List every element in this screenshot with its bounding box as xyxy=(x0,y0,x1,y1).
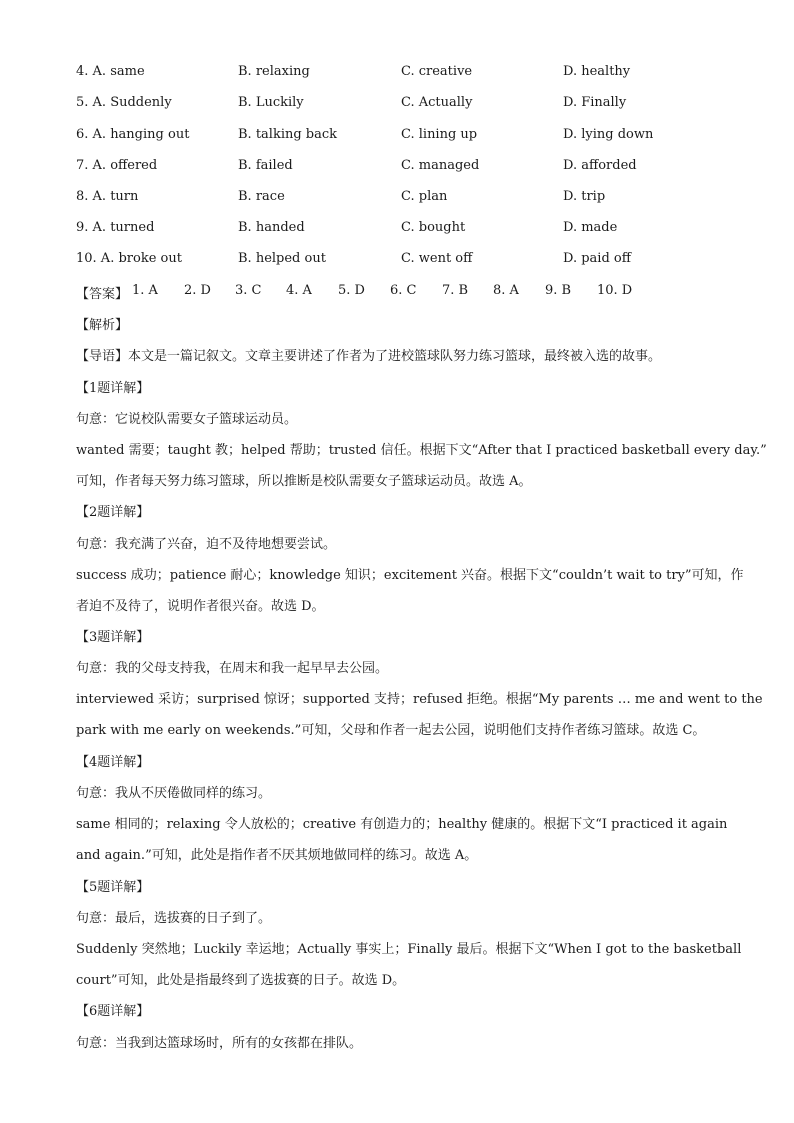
option-row xyxy=(0,127,794,147)
section-heading: 【2题详解】 xyxy=(76,505,150,520)
text-line: 句意：最后，选拔赛的日子到了。 xyxy=(76,911,272,926)
answer-item: 4. A xyxy=(286,283,312,298)
text-line: 【导语】本文是一篇记叙文。文章主要讲述了作者为了进校篮球队努力练习篮球，最终被入选的故事。 xyxy=(76,349,662,364)
option-d: D. healthy xyxy=(563,64,631,79)
text-line: 可知，作者每天努力练习篮球，所以推断是校队需要女子篮球运动员。故选 A。 xyxy=(76,474,532,489)
answer-item: 7. B xyxy=(442,283,469,298)
option-c: C. Actually xyxy=(401,95,473,110)
option-row xyxy=(0,64,794,84)
answer-item: 1. A xyxy=(132,283,158,298)
option-a: 8. A. turn xyxy=(76,189,139,204)
text-line: Suddenly 突然地；Luckily 幸运地；Actually 事实上；Finally 最后。根据下文“When I got to the basketball xyxy=(76,942,742,957)
option-d: D. afforded xyxy=(563,158,637,173)
option-a: 4. A. same xyxy=(76,64,145,79)
option-a: 6. A. hanging out xyxy=(76,127,190,142)
option-d: D. Finally xyxy=(563,95,627,110)
answer-key xyxy=(76,283,128,302)
answer-item: 2. D xyxy=(184,283,211,298)
answer-item: 9. B xyxy=(545,283,572,298)
section-heading: 【3题详解】 xyxy=(76,630,150,645)
option-row xyxy=(0,220,794,240)
text-line: park with me early on weekends.”可知，父母和作者一起去公园，说明他们支持作者练习篮球。故选 C。 xyxy=(76,723,706,738)
option-d: D. lying down xyxy=(563,127,654,142)
option-a: 5. A. Suddenly xyxy=(76,95,172,110)
option-b: B. failed xyxy=(238,158,293,173)
option-d: D. trip xyxy=(563,189,606,204)
option-c: C. bought xyxy=(401,220,466,235)
option-a: 10. A. broke out xyxy=(76,251,182,266)
text-line: court”可知，此处是指最终到了选拔赛的日子。故选 D。 xyxy=(76,973,406,988)
option-c: C. lining up xyxy=(401,127,478,142)
answer-item: 5. D xyxy=(338,283,365,298)
section-heading: 【5题详解】 xyxy=(76,880,150,895)
text-line: same 相同的；relaxing 令人放松的；creative 有创造力的；healthy 健康的。根据下文“I practiced it again xyxy=(76,817,728,832)
option-b: B. handed xyxy=(238,220,305,235)
option-b: B. relaxing xyxy=(238,64,310,79)
option-row xyxy=(0,251,794,271)
text-line: 句意：我的父母支持我，在周末和我一起早早去公园。 xyxy=(76,661,389,676)
option-c: C. went off xyxy=(401,251,473,266)
option-b: B. Luckily xyxy=(238,95,304,110)
text-line: wanted 需要；taught 教；helped 帮助；trusted 信任。根据下文“After that I practiced basketball every day.” xyxy=(76,443,767,458)
option-a: 9. A. turned xyxy=(76,220,155,235)
section-heading: 【6题详解】 xyxy=(76,1004,150,1019)
text-line: 句意：它说校队需要女子篮球运动员。 xyxy=(76,412,298,427)
option-c: C. plan xyxy=(401,189,448,204)
text-line: 句意：当我到达篮球场时，所有的女孩都在排队。 xyxy=(76,1036,363,1051)
section-heading: 【1题详解】 xyxy=(76,381,150,396)
analysis-heading: 【解析】 xyxy=(76,318,129,333)
text-line: interviewed 采访；surprised 惊讶；supported 支持；refused 拒绝。根据“My parents … me and went to the xyxy=(76,692,763,707)
option-row xyxy=(0,189,794,209)
answer-item: 6. C xyxy=(390,283,417,298)
text-line: success 成功；patience 耐心；knowledge 知识；excitement 兴奋。根据下文“couldn’t wait to try”可知，作 xyxy=(76,568,744,583)
answer-item: 10. D xyxy=(597,283,633,298)
section-heading: 【4题详解】 xyxy=(76,755,150,770)
option-b: B. race xyxy=(238,189,285,204)
text-line: 句意：我充满了兴奋，迫不及待地想要尝试。 xyxy=(76,537,337,552)
option-c: C. creative xyxy=(401,64,473,79)
answer-item: 8. A xyxy=(493,283,519,298)
answer-key-label: 【答案】 xyxy=(76,287,129,302)
option-d: D. paid off xyxy=(563,251,631,266)
text-line: 句意：我从不厌倦做同样的练习。 xyxy=(76,786,272,801)
option-a: 7. A. offered xyxy=(76,158,158,173)
text-line: and again.”可知，此处是指作者不厌其烦地做同样的练习。故选 A。 xyxy=(76,848,478,863)
text-line: 者迫不及待了，说明作者很兴奋。故选 D。 xyxy=(76,599,325,614)
option-c: C. managed xyxy=(401,158,480,173)
option-d: D. made xyxy=(563,220,618,235)
option-b: B. talking back xyxy=(238,127,338,142)
option-row xyxy=(0,95,794,115)
option-b: B. helped out xyxy=(238,251,326,266)
answer-item: 3. C xyxy=(235,283,262,298)
option-row xyxy=(0,158,794,178)
